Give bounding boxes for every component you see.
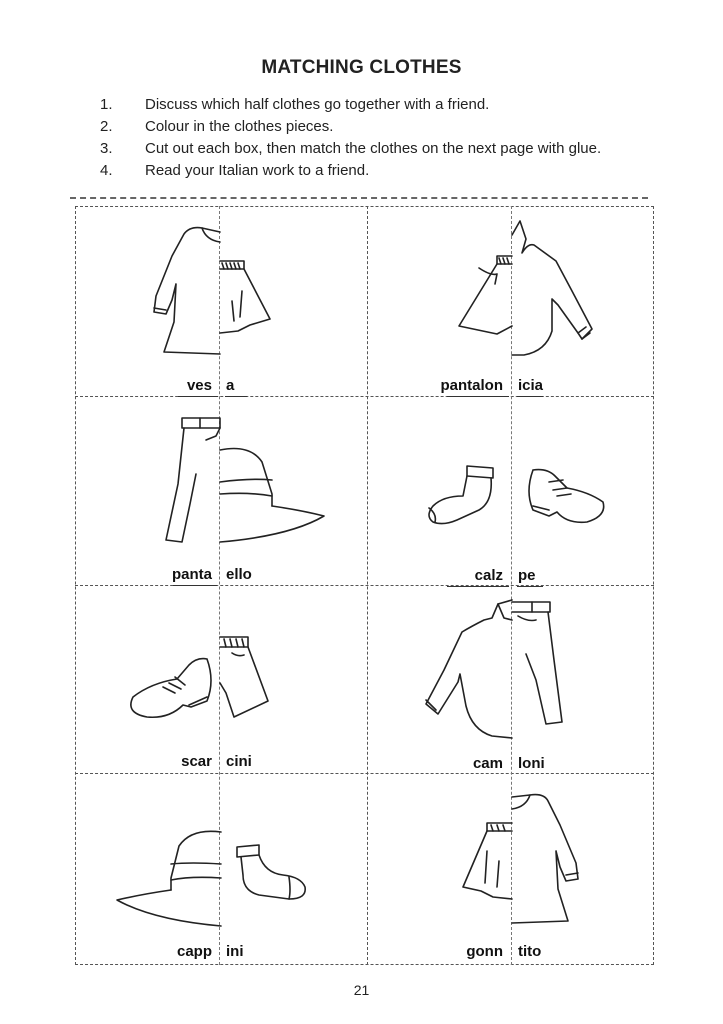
match-card[interactable]: [75, 773, 367, 965]
shirt-right-half-icon: [512, 221, 602, 356]
card-right-label: pe: [518, 567, 536, 584]
sock-icon: [231, 841, 311, 903]
card-right-label: ini: [226, 943, 244, 960]
sock-icon: [423, 462, 498, 527]
card-left-label: panta: [171, 566, 212, 583]
match-card[interactable]: [367, 773, 654, 965]
page-number: 21: [353, 982, 370, 998]
card-left-label: ves: [186, 377, 212, 394]
card-right-label: a: [226, 377, 235, 394]
card-right-label: cini: [226, 753, 252, 770]
card-left-label: pantalon: [440, 377, 503, 394]
card-right-label: tito: [518, 943, 542, 960]
match-card[interactable]: [75, 206, 367, 396]
hat-left-half-icon: [113, 828, 221, 928]
cut-separator-line: [70, 197, 648, 199]
instruction-text: Cut out each box, then match the clothes on the next page with glue.: [145, 139, 602, 157]
match-card[interactable]: [75, 396, 367, 585]
page-title: MATCHING CLOTHES: [261, 57, 462, 78]
card-left-label: calz: [474, 567, 503, 584]
instruction-text: Read your Italian work to a friend.: [145, 161, 370, 179]
card-left-label: cam: [472, 755, 503, 772]
match-card[interactable]: [367, 206, 654, 396]
card-right-label: ello: [226, 566, 252, 583]
card-left-label: gonn: [466, 943, 503, 960]
instruction-item: [100, 115, 700, 137]
shirt-left-half-icon: [422, 600, 512, 740]
card-left-label: capp: [176, 943, 212, 960]
card-right-label: loni: [518, 755, 545, 772]
instruction-number: 1.: [100, 95, 113, 113]
card-left-label: scar: [181, 753, 212, 770]
instruction-number: 2.: [100, 117, 113, 135]
instruction-number: 3.: [100, 139, 113, 157]
hat-right-half-icon: [220, 444, 330, 544]
dress-right-half-icon: [512, 793, 587, 925]
card-right-label: icia: [518, 377, 544, 394]
instruction-item: [100, 93, 700, 115]
dress-left-half-icon: [150, 226, 220, 356]
skirt-left-half-icon: [457, 823, 512, 903]
match-card[interactable]: [75, 585, 367, 773]
shoe-icon: [527, 468, 607, 530]
shoe-icon: [125, 657, 215, 727]
instruction-text: Discuss which half clothes go together with a friend.: [145, 95, 490, 113]
instruction-text: Colour in the clothes pieces.: [145, 117, 334, 135]
instruction-number: 4.: [100, 161, 113, 179]
skirt-right-half-icon: [220, 261, 280, 341]
instruction-item: [100, 159, 700, 181]
shorts-right-half-icon: [220, 637, 280, 719]
match-card[interactable]: [367, 396, 654, 585]
instructions-list: [100, 93, 700, 181]
match-card[interactable]: [367, 585, 654, 773]
shorts-left-half-icon: [457, 256, 512, 336]
trousers-left-half-icon: [160, 414, 220, 544]
instruction-item: [100, 137, 700, 159]
trousers-right-half-icon: [512, 600, 572, 730]
